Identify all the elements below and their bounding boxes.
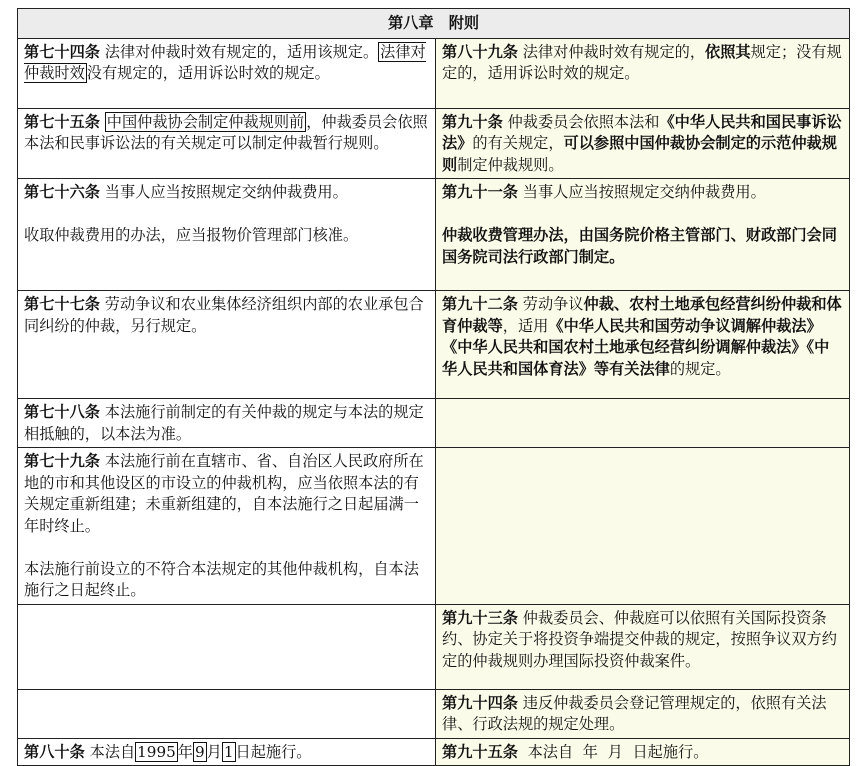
new-article-89 (436, 38, 850, 108)
new-article-92 (436, 291, 850, 399)
new-article-93 (436, 604, 850, 689)
article-paragraph: 本法施行前设立的不符合本法规定的其他仲裁机构，自本法施行之日起终止。 (24, 559, 419, 599)
highlight-box: 法律对仲裁时效 (24, 42, 426, 82)
empty-cell (18, 689, 436, 738)
article-text: ，适用 (502, 316, 549, 335)
old-article-74 (18, 38, 436, 108)
article-text: ，仲裁委员会依照本法和民事诉讼法的有关规定可以制定仲裁暂行规则。 (24, 112, 428, 152)
article-paragraph: 收取仲裁费用的办法，应当报物价管理部门核准。 (24, 226, 359, 244)
article-number: 第九十五条 (442, 742, 518, 761)
article-text: 月 (206, 742, 222, 761)
article-number: 第八十九条 (442, 42, 518, 61)
date-month-box: 9 (194, 742, 205, 761)
old-article-77 (18, 291, 436, 399)
article-number: 第九十条 (442, 112, 503, 131)
article-text: 法律对仲裁时效有规定的，适用该规定。 (99, 42, 379, 61)
article-text: 法律对仲裁时效有规定的， (517, 42, 706, 61)
amended-text: 依照其 (705, 42, 751, 61)
article-text: 的规定。 (669, 359, 731, 378)
article-number: 第七十六条 (24, 183, 100, 201)
highlight-box: 中国仲裁协会制定仲裁规则前 (106, 112, 305, 131)
article-text: 仲裁委员会、仲裁庭可以依照有关国际投资条约、协定关于将投资争端提交仲裁的规定，按照争议双方约定的仲裁规则办理国际投资仲裁案件。 (442, 608, 837, 670)
article-text: 当事人应当按照规定交纳仲裁费用。 (99, 183, 348, 201)
article-number: 第九十三条 (442, 608, 518, 627)
article-number: 第七十九条 (24, 452, 100, 470)
article-text: 本法施行前在直辖市、省、自治区人民政府所在地的市和其他设区的市设立的仲裁机构，应当依照本法的有关规定重新组建；未重新组建的，自本法施行之日起届满一年时终止。 (24, 452, 424, 535)
article-number: 第九十二条 (442, 295, 518, 313)
article-number: 第八十条 (24, 742, 85, 761)
article-number: 第七十四条 (24, 42, 100, 61)
article-text: 本法自 (84, 742, 136, 761)
article-text: 制定仲裁规则。 (457, 155, 564, 174)
empty-cell (18, 604, 436, 689)
amended-text: 可以参照中国仲裁协会制定的示范仲裁规则 (442, 134, 837, 174)
article-text: 违反仲裁委员会登记管理规定的，依照有关法律、行政法规的规定处理。 (442, 693, 827, 733)
law-comparison-table (17, 8, 850, 766)
new-article-94 (436, 689, 850, 738)
article-text: 本法施行前制定的有关仲裁的规定与本法的规定相抵触的，以本法为准。 (24, 403, 424, 443)
article-text: 没有规定的，适用诉讼时效的规定。 (86, 64, 330, 82)
new-article-95 (436, 738, 850, 766)
article-text: 当事人应当按照规定交纳仲裁费用。 (517, 183, 766, 201)
article-text: 劳动争议和农业集体经济组织内部的农业承包合同纠纷的仲裁，另行规定。 (24, 295, 424, 335)
date-year-box: 1995 (137, 742, 176, 761)
article-number: 第七十八条 (24, 403, 100, 421)
amended-text: 仲裁、农村土地承包经营纠纷仲裁和体育仲裁等 (442, 295, 842, 335)
old-article-78 (18, 399, 436, 448)
old-article-75 (18, 108, 436, 179)
article-text: 劳动争议 (517, 295, 584, 313)
amended-text: 《中华人民共和国民事诉讼法》 (442, 112, 842, 152)
article-text: 仲裁委员会依照本法和 (502, 112, 660, 131)
article-text: 日起施行。 (235, 742, 312, 761)
article-number: 第九十一条 (442, 183, 518, 201)
article-text: 规定；没有规定的，适用诉讼时效的规定。 (442, 42, 842, 82)
chapter-title: 第八章 附则 (18, 9, 850, 39)
old-article-76 (18, 179, 436, 291)
article-text: 年 (177, 742, 193, 761)
old-article-80 (18, 738, 436, 766)
article-text: 本法自 年 月 日起施行。 (517, 742, 709, 761)
empty-cell (436, 399, 850, 448)
article-number: 第九十四条 (442, 693, 518, 712)
new-article-90 (436, 108, 850, 179)
article-number: 第七十五条 (24, 112, 100, 131)
article-number: 第七十七条 (24, 295, 100, 313)
new-article-91 (436, 179, 850, 291)
amended-text: 《中华人民共和国劳动争议调解仲裁法》《中华人民共和国农村土地承包经营纠纷调解仲裁法》《中华人民共和国体育法》等有关法律 (442, 316, 830, 378)
amended-paragraph: 仲裁收费管理办法，由国务院价格主管部门、财政部门会同国务院司法行政部门制定。 (442, 226, 837, 266)
date-day-box: 1 (223, 742, 234, 761)
article-text: 的有关规定， (472, 134, 564, 152)
old-article-79 (18, 448, 436, 605)
empty-cell (436, 448, 850, 605)
